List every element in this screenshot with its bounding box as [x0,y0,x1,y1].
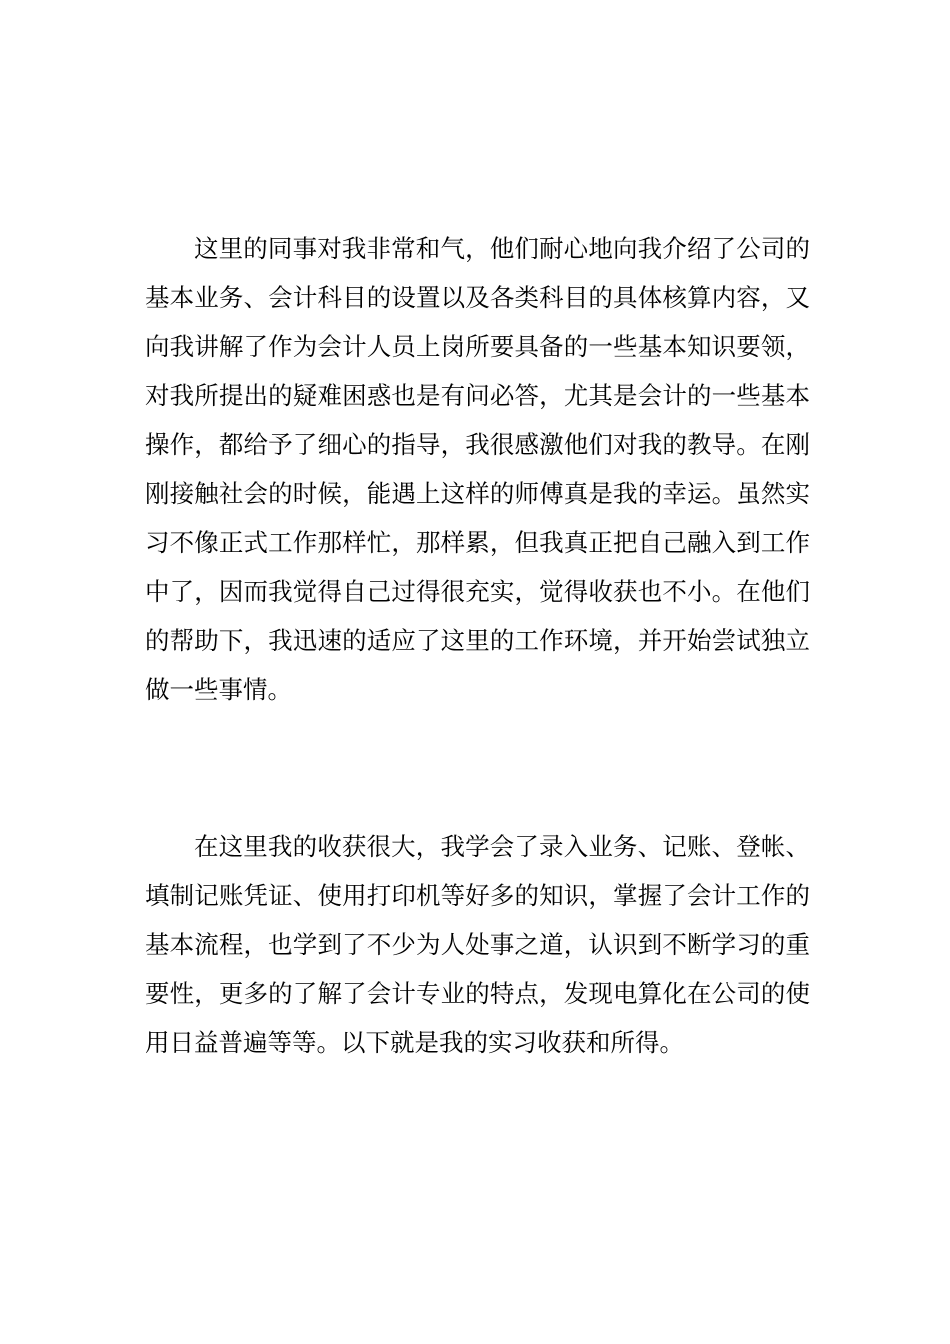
body-paragraph: 这里的同事对我非常和气，他们耐心地向我介绍了公司的基本业务、会计科目的设置以及各类科目的具体核算内容，又向我讲解了作为会计人员上岗所要具备的一些基本知识要领，对我所提出的疑难困惑也是有问必答，尤其是会计的一些基本操作，都给予了细心的指导，我很感激他们对我的教导。在刚刚接触社会的时候，能遇上这样的师傅真是我的幸运。虽然实习不像正式工作那样忙，那样累，但我真正把自己融入到工作中了，因而我觉得自己过得很充实，觉得收获也不小。在他们的帮助下，我迅速的适应了这里的工作环境，并开始尝试独立做一些事情。 [145,234,810,704]
body-paragraph: 在这里我的收获很大，我学会了录入业务、记账、登帐、填制记账凭证、使用打印机等好多的知识，掌握了会计工作的基本流程，也学到了不少为人处事之道，认识到不断学习的重要性，更多的了解了会计专业的特点，发现电算化在公司的使用日益普遍等等。以下就是我的实习收获和所得。 [145,832,810,1057]
